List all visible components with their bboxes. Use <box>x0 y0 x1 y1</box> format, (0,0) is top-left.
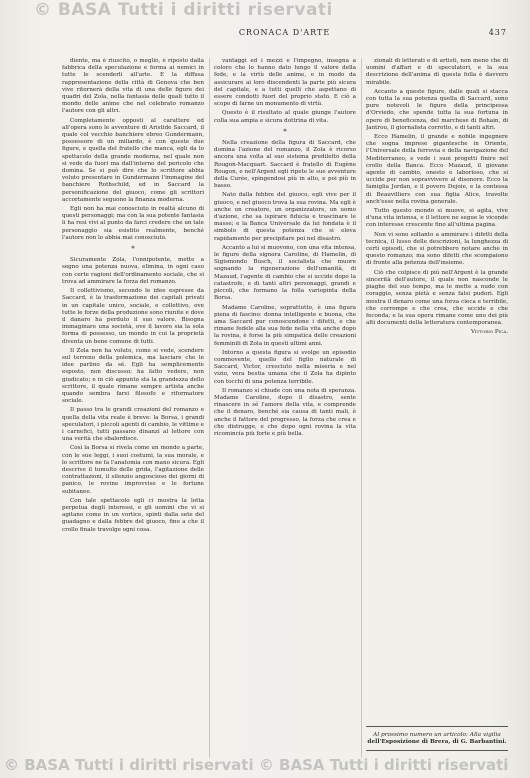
paragraph: Egli non ha mai conosciuto in realtà alcuno di questi personaggi; ma con la sua potente fantasia li ha resi vivi al punto da farci credere che un tale personaggio sia esistito realmente, benché l'autore non lo abbia mai conosciuto. <box>62 206 204 241</box>
paragraph: Il Zola non ha voluto, come si vede, scendere sul terreno della polemica, ma lasciare che le idee parlino da sé. Egli ha semplicemente esposto, non discusso; ha fatto vedere, non giudicato; e in ciò appunto sta la grandezza dello scrittore, il quale rimane sempre artista anche quando sembra farsi filosofo e riformatore sociale. <box>62 347 204 405</box>
paragraph: Madame Caroline, soprattutto, è una figura piena di fascino: donna intelligente e buona, che ama Saccard pur conoscendone i difetti, e che rimane fedele alla sua fede nella vita anche dopo la rovina, è forse la più simpatica delle creazioni femminili di Zola in questi ultimi anni. <box>214 304 356 347</box>
text-column-1 <box>62 58 204 758</box>
signature-text: Vittorio Pica. <box>470 329 508 336</box>
page-title: CRONACA D'ARTE <box>238 28 331 37</box>
paragraph: Questo è il risultato al quale giunge l'autore colla sua ampia e sicura dottrina di vita. <box>214 110 356 124</box>
paragraph: Non vi sono soltanto a ammirare i difetti della tecnica, il lusso delle descrizioni, la lunghezza di certi episodi, che si potrebbero notare anche in questo romanzo; ma sono difetti che scompaiono di fronte alla potenza dell'insieme. <box>366 231 508 267</box>
section-separator: * <box>131 245 135 254</box>
watermark-top: © BASA Tutti i diritti riservati <box>34 0 333 20</box>
paragraph: Completamente opposti al carattere ed all'opera sono le avventure di Aristide Saccard, il quale col vecchio banchiere ebreo Gundermann, possessore di un miliardo, è con queste due figure, e quella del fratello che manca, egli da lo spettacolo della grande moderna, nel quale non si vede da fuori ma dall'interno del pericolo che domina. Se si può dire che lo scrittore abbia voluto presentare in Gundermann l'immagine del banchiere Rothschild, ed in Saccard la personificazione del giuoco, come gli scrittori accortamente seguono la finanza moderna. <box>62 117 204 203</box>
text-column-2 <box>214 58 356 758</box>
paragraph: Ecco Hamelin, il grande e nobile ingegnere che sogna imprese gigantesche in Oriente, l'Universale della ferrovia e della navigazione del Mediterraneo, e vede i suoi progetti finire nel crollo della Banca. Ecco Mazaud, il giovane agente di cambio, onesto e laborioso, che si uccide per non sopravvivere al disonore. Ecco la famiglia Jordan, e il povero Dejoie, e la contessa di Beauvilliers con sua figlia Alice, travolte anch'esse nella rovina generale. <box>366 134 508 205</box>
column-divider <box>209 58 210 758</box>
notice-line-2: dell'Esposizione di Brera, di G. Barbantini. <box>367 739 507 745</box>
paragraph: Sicuramente Zola, l'onnipotente, mette a segno una potenza nuova, elimina, in ogni caso con certe ragioni dell'ordinamento sociale, che si trova ad ammirare la forza del romanzo. <box>62 257 204 285</box>
paragraph: Il collettivismo, secondo le idee espresse da Saccard, è la trasformazione dei capitali privati in un capitale unico, sociale, e collettivo, ove tutte le forze della produzione sono riunite e dove il danaro ha perduto il suo valore. Bisogna immaginare una società, ove il lavoro sia la sola forma di possesso, un mondo in cui la proprietà diventa un bene comune di tutti. <box>62 288 204 345</box>
paragraph: Nella creazione della figura di Saccard, che domina l'azione del romanzo, il Zola è ricorso ancora una volta al suo sistema prediletto della Rougon-Macquart. Saccard è fratello di Eugène Rougon, e nell'Argent egli ripete le sue avventure della Curée, spingendosi più in alto, e poi più in basso. <box>214 140 356 190</box>
paragraph: Così la Borsa si rivela come un mondo a parte, con le sue leggi, i suoi costumi, la sua morale, e lo scrittore ne fa l'anatomia con mano sicura. Egli descrive il tumulto delle grida, l'agitazione delle contrattazioni, il silenzio angoscioso dei giorni di panico, le rovine improvvise e le fortune subitanee. <box>62 445 204 495</box>
page-number: 437 <box>488 28 507 37</box>
section-separator: * <box>283 127 287 136</box>
paragraph: Accanto a lui si muovono, con una vita intensa, le figure della signora Caroline, di Hamelin, di Sigismondo Busch, il socialista che muore sognando la rigenerazione dell'umanità, di Mazaud, l'agente di cambio che si uccide dopo la catastrofe, e di tanti altri personaggi, grandi e piccoli, che formano la folla variopinta della Borsa. <box>214 244 356 302</box>
paragraph: Ciò che colpisce di più nell'Argent è la grande sincerità dell'autore, il quale non nasconde le piaghe del suo tempo, ma le mette a nudo con coraggio, senza pietà e senza falsi pudori. Egli mostra il denaro come una forza cieca e terribile, che corrompe e che crea, che uccide e che feconda; e la sua opera rimane come uno dei più alti documenti della letteratura contemporanea. <box>366 269 508 327</box>
paragraph: Il romanzo si chiude con una nota di speranza. Madame Caroline, dopo il disastro, sente rinascere in sé l'amore della vita, e comprende che il denaro, benché sia causa di tanti mali, è anche il fattore del progresso, la forza che crea e che distrugge, e che dopo ogni rovina la vita ricomincia più forte e più bella. <box>214 387 356 437</box>
horizontal-rule <box>366 726 508 727</box>
page-header <box>62 28 507 42</box>
paragraph: Tutto questo mondo si muove, si agita, vive d'una vita intensa, e il lettore ne segue le vicende con interesse crescente fino all'ultima pagina. <box>366 208 508 229</box>
column-divider <box>361 58 362 758</box>
text-column-3 <box>366 58 508 723</box>
horizontal-rule <box>366 750 508 751</box>
paragraph: Accanto a queste figure, dalle quali si stacca con tutta la sua potenza quella di Saccard, sono pure notevoli le figure della principessa d'Orviedo, che spende tutta la sua fortuna in opere di beneficenza, del marchese di Bohain, di Jantrou, il giornalista corrotto, e di tanti altri. <box>366 88 508 131</box>
paragraph: Intorno a questa figura si svolge un episodio commovente, quello del figlio naturale di Saccard, Victor, cresciuto nella miseria e nel vizio, vera bestia umana che il Zola ha dipinto con tocchi di una potenza terribile. <box>214 349 356 385</box>
notice-line-1: Al prossimo numero un articolo: Alla vigilia <box>373 732 501 738</box>
author-signature <box>366 329 508 336</box>
paragraph: Con tale spettacolo egli ci mostra la lotta perpetua degli interessi, e gli uomini che vi si agitano come in un vortice, spinti dalla sete del guadagno e dalla febbre del giuoco, fino a che il crollo finale travolge ogni cosa. <box>62 497 204 533</box>
paragraph: vantaggi ed i mezzi e l'impegno, insegna a coloro che lo hanno dato lungo il valore della fede, e la virtù delle anime, e in modo da assicurare ai loro discendenti la parte più sicura del capitale, e a tutti quelli che aspettano di essere condotti fuori del proprio stato. E ciò a scopo di farne un monumento di virtù. <box>214 58 356 108</box>
paragraph: Il passo tra le grandi creazioni del romanzo e quella della vita reale è breve: la Borsa, i grandi speculatori, i piccoli agenti di cambio, le vittime e i carnefici, tutti passano dinanzi al lettore con una verità che sbalordisce. <box>62 407 204 443</box>
watermark-bottom: © BASA Tutti i diritti riservati © BASA Tutti i diritti riservati <box>4 756 509 774</box>
paragraph: zionali di letterati e di artisti, non meno che di uomini d'affari e di speculatori, e la sua descrizione dell'anima di questa folla è davvero mirabile. <box>366 58 508 86</box>
next-issue-notice <box>366 732 508 746</box>
paragraph: diente, ma è riuscito, o meglio, è riposto dalla fabbrica della speculazione e forma ai nemici in tutte le scenderli all'arte. E la diffusa rappresentazione della città di Genova che ben vive ritornerà della vita di una delle figure dei quadri del Zola, nella fantasia delle quali tutto il mondo delle anime che nel celebrato romanzo l'autore con gli altri. <box>62 58 204 115</box>
paragraph: Nato dalla febbre del giuoco, egli vive per il giuoco, e nel giuoco trova la sua rovina. Ma egli è anche un creatore, un organizzatore, un uomo d'azione, che sa ispirare fiducia e trascinare le masse; e la Banca Universale da lui fondata è il simbolo di questa potenza che si eleva rapidamente per precipitare poi nel disastro. <box>214 192 356 242</box>
